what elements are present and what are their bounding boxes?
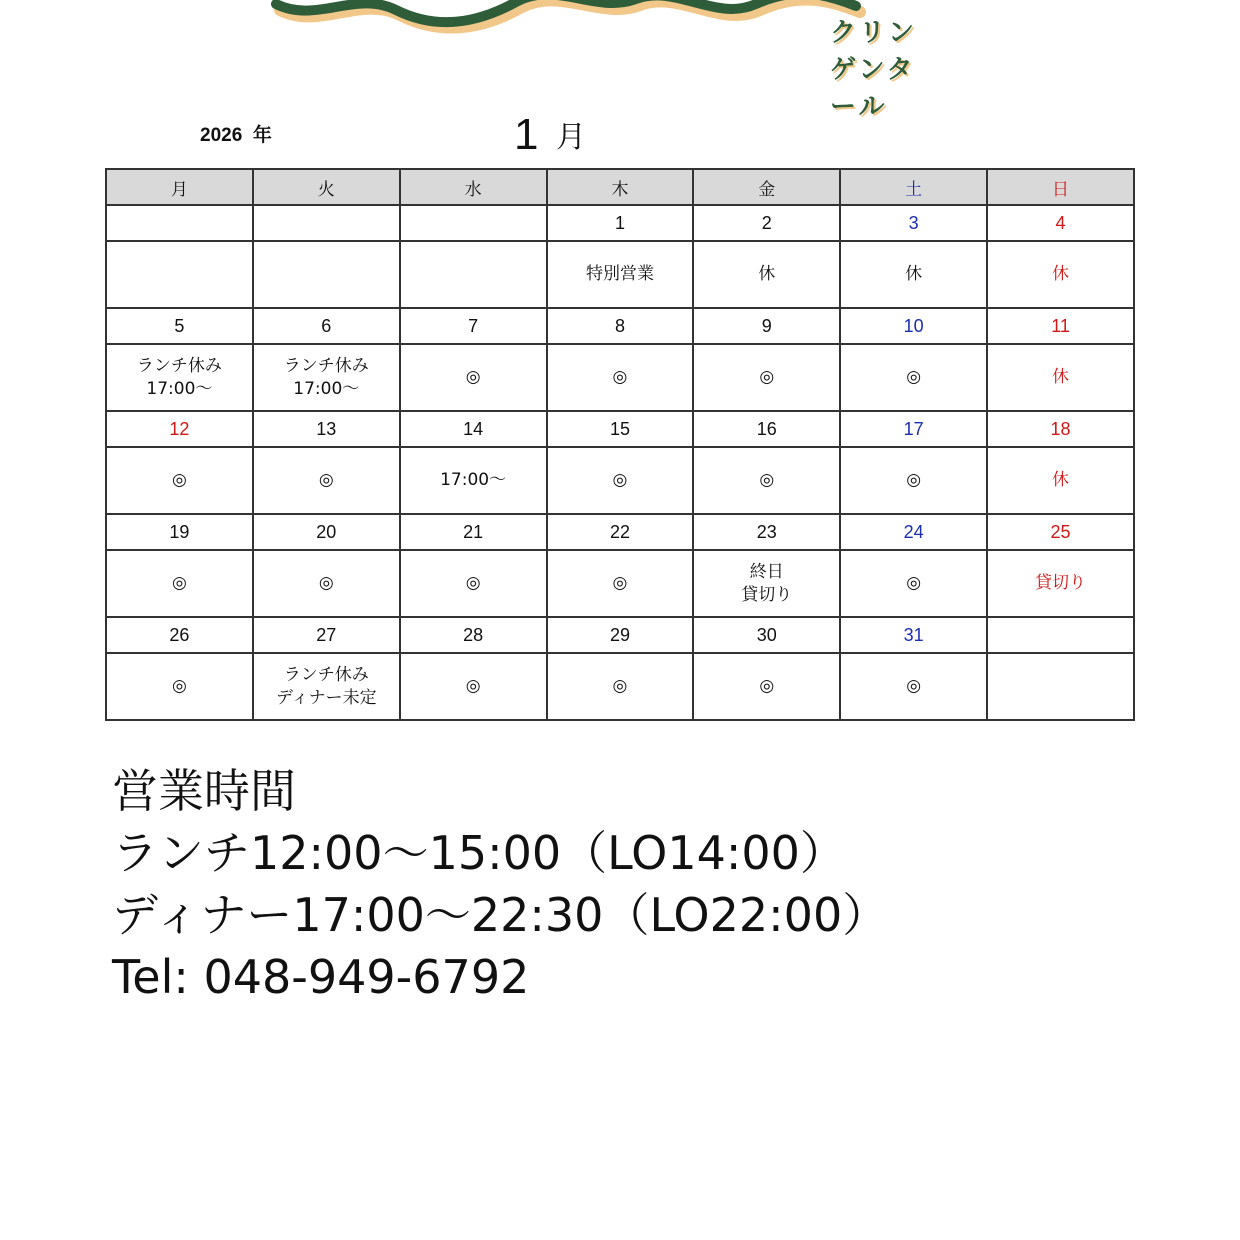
date-cell: 6 bbox=[253, 308, 400, 344]
weekday-sat: 土 bbox=[840, 169, 987, 205]
status-cell: ◎ bbox=[106, 550, 253, 617]
restaurant-logo bbox=[240, 0, 940, 122]
year-number: 2026 bbox=[200, 125, 243, 146]
hours-title: 営業時間 bbox=[112, 764, 296, 818]
date-cell: 24 bbox=[840, 514, 987, 550]
business-hours bbox=[112, 760, 888, 1008]
status-cell: ランチ休み ディナー未定 bbox=[253, 653, 400, 720]
status-cell bbox=[106, 241, 253, 308]
status-cell: 休 bbox=[987, 447, 1134, 514]
date-cell: 14 bbox=[400, 411, 547, 447]
date-row bbox=[106, 514, 1134, 550]
status-row bbox=[106, 653, 1134, 720]
date-cell bbox=[253, 205, 400, 241]
date-cell: 10 bbox=[840, 308, 987, 344]
status-cell: 特別営業 bbox=[547, 241, 694, 308]
status-cell: 17:00～ bbox=[400, 447, 547, 514]
status-cell: ◎ bbox=[253, 447, 400, 514]
status-cell: ◎ bbox=[547, 653, 694, 720]
weekday-tue: 火 bbox=[253, 169, 400, 205]
calendar-year bbox=[200, 120, 272, 147]
date-cell: 20 bbox=[253, 514, 400, 550]
date-cell: 2 bbox=[693, 205, 840, 241]
date-cell: 4 bbox=[987, 205, 1134, 241]
status-cell: ◎ bbox=[693, 447, 840, 514]
status-cell: 貸切り bbox=[987, 550, 1134, 617]
weekday-header-row bbox=[106, 169, 1134, 205]
logo-kana-text: クリンゲンタール bbox=[830, 18, 918, 122]
date-cell: 25 bbox=[987, 514, 1134, 550]
date-cell: 22 bbox=[547, 514, 694, 550]
status-row bbox=[106, 344, 1134, 411]
status-cell bbox=[400, 241, 547, 308]
date-cell: 18 bbox=[987, 411, 1134, 447]
status-row bbox=[106, 447, 1134, 514]
date-cell: 31 bbox=[840, 617, 987, 653]
date-cell: 19 bbox=[106, 514, 253, 550]
date-cell: 15 bbox=[547, 411, 694, 447]
month-number: 1 bbox=[514, 110, 539, 159]
status-cell: ◎ bbox=[547, 344, 694, 411]
date-cell: 9 bbox=[693, 308, 840, 344]
weekday-fri: 金 bbox=[693, 169, 840, 205]
status-cell: ◎ bbox=[547, 447, 694, 514]
hours-lunch: ランチ12:00～15:00（LO14:00） bbox=[112, 826, 846, 880]
status-cell: ◎ bbox=[547, 550, 694, 617]
date-cell: 12 bbox=[106, 411, 253, 447]
status-cell: 休 bbox=[693, 241, 840, 308]
status-cell bbox=[987, 653, 1134, 720]
status-cell: ◎ bbox=[840, 550, 987, 617]
calendar-table bbox=[105, 168, 1135, 721]
date-cell bbox=[106, 205, 253, 241]
date-cell: 8 bbox=[547, 308, 694, 344]
date-cell: 28 bbox=[400, 617, 547, 653]
weekday-mon: 月 bbox=[106, 169, 253, 205]
date-row bbox=[106, 308, 1134, 344]
date-cell: 17 bbox=[840, 411, 987, 447]
status-cell: ◎ bbox=[400, 344, 547, 411]
date-cell: 5 bbox=[106, 308, 253, 344]
hours-dinner: ディナー17:00～22:30（LO22:00） bbox=[112, 888, 889, 942]
date-cell: 11 bbox=[987, 308, 1134, 344]
status-row bbox=[106, 550, 1134, 617]
status-cell: ◎ bbox=[106, 447, 253, 514]
date-cell: 13 bbox=[253, 411, 400, 447]
status-cell: ◎ bbox=[693, 344, 840, 411]
weekday-thu: 木 bbox=[547, 169, 694, 205]
date-cell bbox=[400, 205, 547, 241]
date-cell: 3 bbox=[840, 205, 987, 241]
month-suffix: 月 bbox=[556, 120, 586, 155]
status-cell: 終日 貸切り bbox=[693, 550, 840, 617]
status-cell: ランチ休み 17:00～ bbox=[106, 344, 253, 411]
status-cell: ◎ bbox=[840, 653, 987, 720]
status-cell: ◎ bbox=[840, 447, 987, 514]
status-cell: ◎ bbox=[400, 653, 547, 720]
status-cell: 休 bbox=[987, 344, 1134, 411]
status-cell: 休 bbox=[840, 241, 987, 308]
weekday-sun: 日 bbox=[987, 169, 1134, 205]
date-cell: 16 bbox=[693, 411, 840, 447]
date-cell: 1 bbox=[547, 205, 694, 241]
date-cell: 21 bbox=[400, 514, 547, 550]
weekday-wed: 水 bbox=[400, 169, 547, 205]
status-cell: ◎ bbox=[400, 550, 547, 617]
status-cell: ランチ休み 17:00～ bbox=[253, 344, 400, 411]
date-cell: 27 bbox=[253, 617, 400, 653]
date-cell: 7 bbox=[400, 308, 547, 344]
date-cell bbox=[987, 617, 1134, 653]
hours-tel: Tel: 048-949-6792 bbox=[112, 950, 530, 1004]
date-row bbox=[106, 411, 1134, 447]
status-cell: ◎ bbox=[253, 550, 400, 617]
date-cell: 23 bbox=[693, 514, 840, 550]
status-cell bbox=[253, 241, 400, 308]
date-row bbox=[106, 205, 1134, 241]
status-cell: ◎ bbox=[693, 653, 840, 720]
status-cell: 休 bbox=[987, 241, 1134, 308]
date-row bbox=[106, 617, 1134, 653]
year-suffix: 年 bbox=[252, 125, 272, 146]
status-cell: ◎ bbox=[106, 653, 253, 720]
status-cell: ◎ bbox=[840, 344, 987, 411]
date-cell: 26 bbox=[106, 617, 253, 653]
status-row bbox=[106, 241, 1134, 308]
date-cell: 30 bbox=[693, 617, 840, 653]
date-cell: 29 bbox=[547, 617, 694, 653]
